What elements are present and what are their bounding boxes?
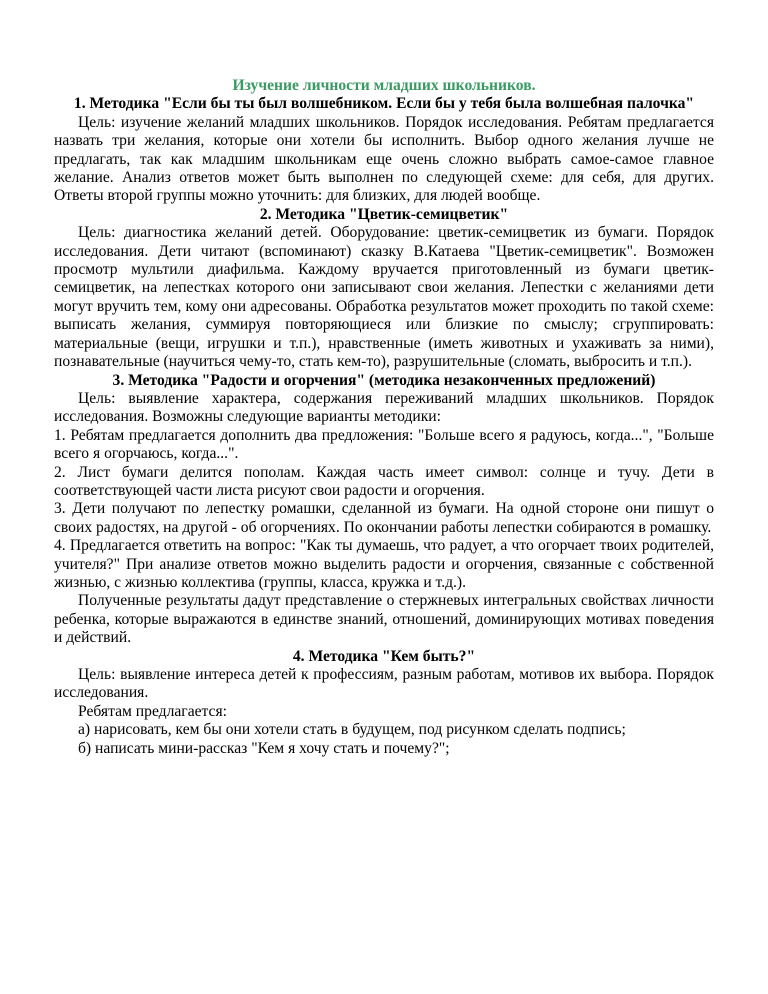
section-heading: 3. Методика "Радости и огорчения" (методика незаконченных предложений) bbox=[112, 371, 656, 389]
document-title: Изучение личности младших школьников. bbox=[232, 77, 536, 94]
section-heading: 4. Методика "Кем быть?" bbox=[292, 647, 476, 665]
list-item: 3. Дети получают по лепестку ромашки, сделанной из бумаги. На одной стороне они пишут о своих радостях, на другой - об огорчениях. По окончании работы лепестки собираются в ромашку. bbox=[54, 500, 714, 536]
paragraph: Полученные результаты дадут представление о стержневых интегральных свойствах личности ребенка, которые выражаются в единстве знаний, отношений, доминирующих мотивах поведения и действий. bbox=[54, 592, 714, 647]
document-page bbox=[54, 77, 714, 758]
list-item: б) написать мини-рассказ "Кем я хочу стать и почему?"; bbox=[78, 739, 450, 757]
section-3 bbox=[54, 372, 714, 648]
section-2 bbox=[54, 206, 714, 372]
paragraph: Ребятам предлагается: bbox=[78, 702, 227, 720]
paragraph: Цель: изучение желаний младших школьников. Порядок исследования. Ребятам предлагается назвать три желания, которые они хотели бы исполнить. Выбор одного желания лучше не предлагать, так как младшим школьникам еще очень сложно выбрать самое-самое главное желание. Анализ ответов может быть выполнен по следующей схеме: для себя, для других. Ответы второй группы можно уточнить: для близких, для людей вообще. bbox=[54, 113, 714, 205]
section-heading: 2. Методика "Цветик-семицветик" bbox=[259, 205, 509, 223]
section-heading: 1. Методика "Если бы ты был волшебником. Если бы у тебя была волшебная палочка" bbox=[73, 95, 695, 113]
list-item: 2. Лист бумаги делится пополам. Каждая часть имеет символ: солнце и тучу. Дети в соответствующей части листа рисуют свои радости и огорчения. bbox=[54, 463, 714, 499]
section-1 bbox=[54, 95, 714, 205]
section-4 bbox=[54, 648, 714, 758]
paragraph: Цель: выявление характера, содержания переживаний младших школьников. Порядок исследования. Возможны следующие варианты методики: bbox=[54, 389, 714, 426]
list-item: 4. Предлагается ответить на вопрос: "Как ты думаешь, что радует, а что огорчает твоих родителей, учителя?" При анализе ответов можно выделить радости и огорчения, связанные с собственной жизнью, с жизнью коллектива (группы, класса, кружка и т.д.). bbox=[54, 537, 714, 591]
paragraph: Цель: выявление интереса детей к профессиям, разным работам, мотивов их выбора. Порядок исследования. bbox=[54, 666, 714, 702]
paragraph: Цель: диагностика желаний детей. Оборудование: цветик-семицветик из бумаги. Порядок исследования. Дети читают (вспоминают) сказку В.Катаева "Цветик-семицветик". Возможен просмотр мультили диафильма. Каждому вручается приготовленный из бумаги цветик-семицветик, на лепестках которого они записывают свои желания. Лепестки с желаниями дети могут вручить тем, кому они адресованы. Обработка результатов может проходить по такой схеме: выписать желания, суммируя повторяющиеся или близкие по смыслу; сгруппировать: материальные (вещи, игрушки и т.п.), нравственные (иметь животных и ухаживать за ними), познавательные (научиться чему-то, стать кем-то), разрушительные (сломать, выбросить и т.п.). bbox=[54, 224, 714, 371]
list-item: 1. Ребятам предлагается дополнить два предложения: "Больше всего я радуюсь, когда...", "Больше всего я огорчаюсь, когда...". bbox=[54, 426, 714, 463]
list-item: а) нарисовать, кем бы они хотели стать в будущем, под рисунком сделать подпись; bbox=[78, 721, 626, 739]
